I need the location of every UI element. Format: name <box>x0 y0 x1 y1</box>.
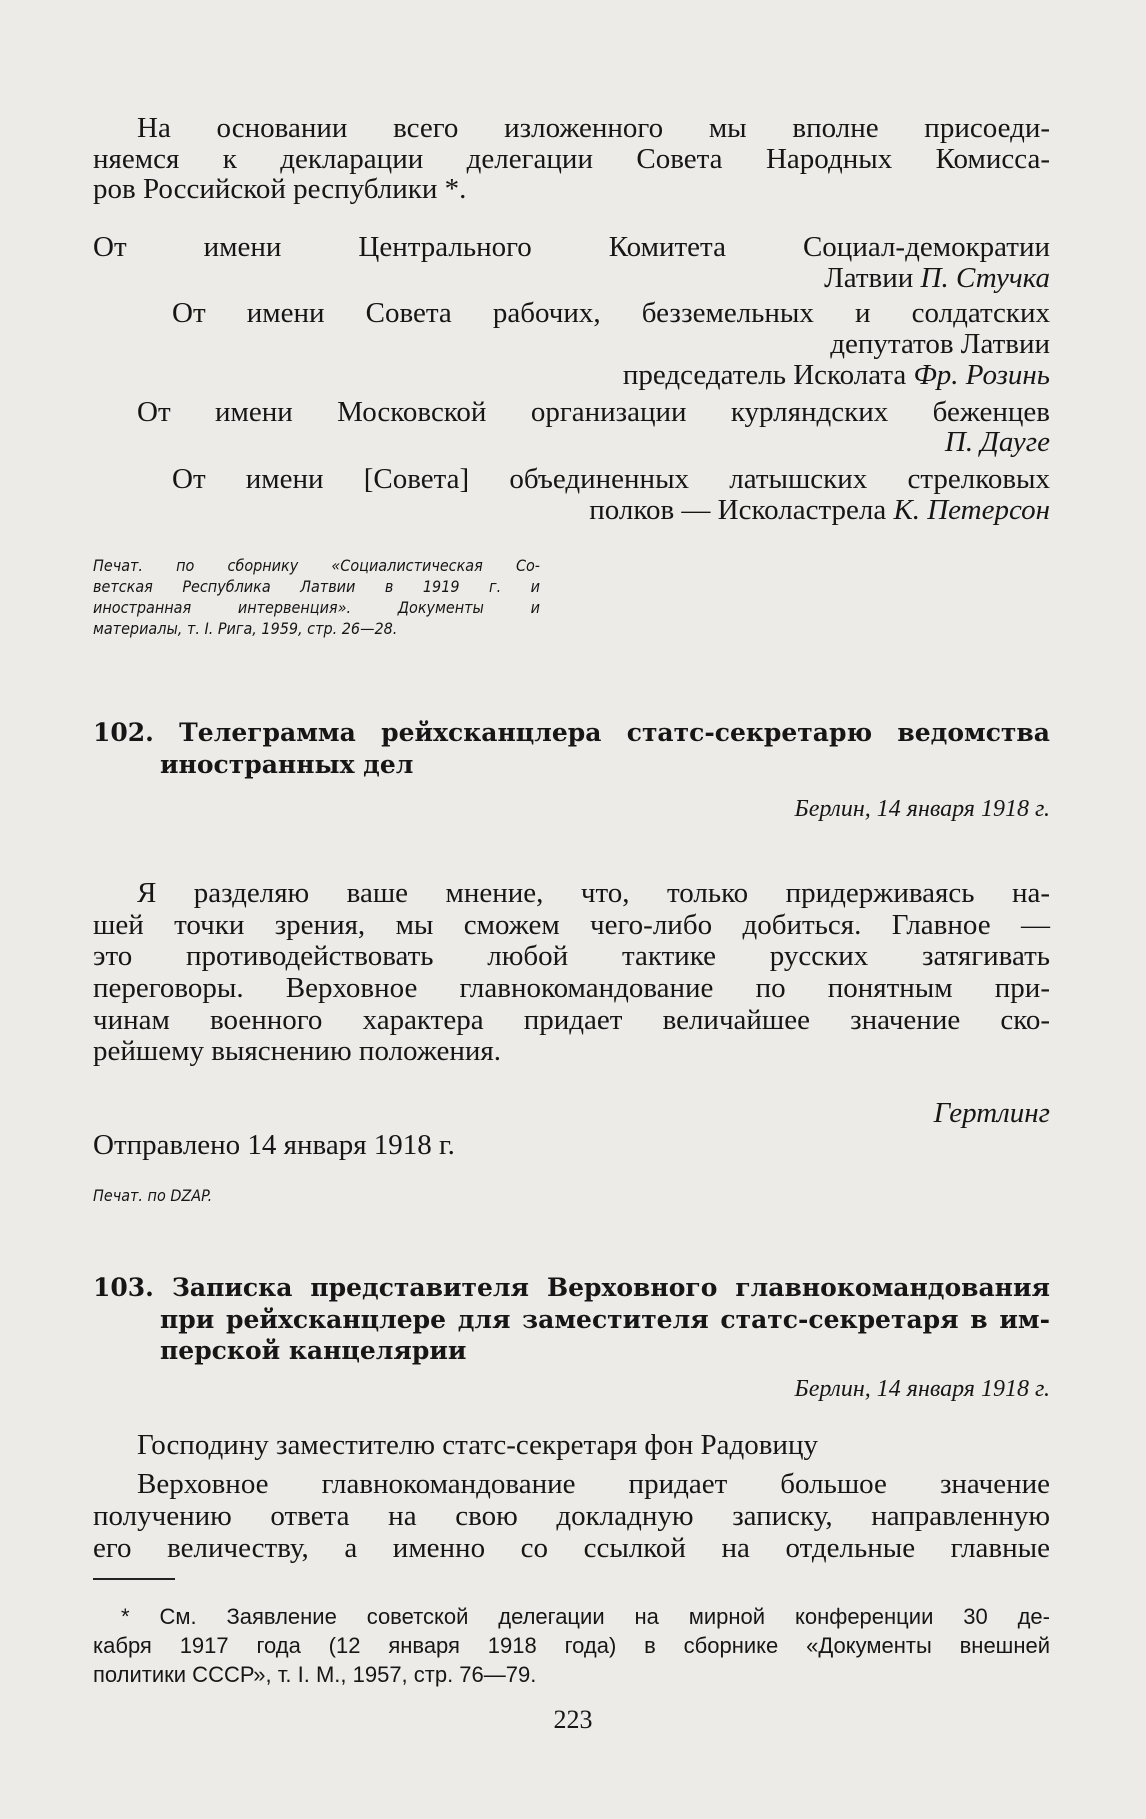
signature-line: От имени Центрального Комитета Социал-демократии <box>93 231 1050 263</box>
footnote-divider <box>93 1578 175 1580</box>
source-line: материалы, т. I. Рига, 1959, стр. 26—28. <box>93 619 398 638</box>
signature-line: депутатов Латвии <box>830 328 1050 360</box>
text-line: его величеству, а именно со ссылкой на отдельные главные <box>93 1532 1050 1564</box>
text: Латвии <box>824 262 914 294</box>
text-line: ров Российской республики *. <box>93 173 467 205</box>
signer-name: К. Петерсон <box>893 494 1050 526</box>
address-line: Господину заместителю статс-секретаря фон Радовицу <box>137 1429 818 1461</box>
place-date <box>93 1372 1050 1406</box>
source-line: Печат. по сборнику «Социалистическая Со- <box>93 556 540 575</box>
footnote-line: кабря 1917 года (12 января 1918 года) в сборнике «Документы внешней <box>93 1633 1050 1658</box>
document-heading: 103. Записка представителя Верховного главнокомандования <box>93 1273 1050 1302</box>
signature-line: От имени [Совета] объединенных латышских стрелковых <box>172 463 1050 495</box>
signature <box>93 1096 1050 1130</box>
text-line: это противодействовать любой тактике русских затягивать <box>93 940 1050 972</box>
signature-line <box>93 425 1050 459</box>
text: председатель Исколата <box>622 359 907 391</box>
text: полков — Исколастрела <box>589 494 887 526</box>
source-line: ветская Республика Латвии в 1919 г. и <box>93 577 540 596</box>
signer-name: Гертлинг <box>933 1097 1050 1129</box>
place-date <box>93 792 1050 826</box>
signer-name: Фр. Розинь <box>913 359 1050 391</box>
document-heading: при рейхсканцлере для заместителя статс-секретаря в им- <box>160 1305 1050 1334</box>
place-date-text: Берлин, 14 января 1918 г. <box>794 1376 1050 1402</box>
signer-name: П. Дауге <box>944 426 1050 458</box>
place-date-text: Берлин, 14 января 1918 г. <box>794 796 1050 822</box>
signature-line: От имени Московской организации курляндских беженцев <box>137 396 1050 428</box>
signature-line <box>93 261 1050 295</box>
document-heading: иностранных дел <box>160 750 414 779</box>
text-line: рейшему выяснению положения. <box>93 1035 501 1067</box>
source-line: Печат. по DZAP. <box>93 1186 213 1205</box>
signature-line <box>93 493 1050 527</box>
page-number: 223 <box>553 1705 593 1734</box>
text-line: Верховное главнокомандование придает большое значение <box>137 1468 1050 1500</box>
text-line: переговоры. Верховное главнокомандование по понятным при- <box>93 972 1050 1004</box>
signature-line: От имени Совета рабочих, безземельных и солдатских <box>172 297 1050 329</box>
document-heading: 102. Телеграмма рейхсканцлера статс-секретарю ведомства <box>93 718 1050 747</box>
signature-line <box>93 358 1050 392</box>
text-line: чинам военного характера придает величайшее значение ско- <box>93 1004 1050 1036</box>
text-line: На основании всего изложенного мы вполне присоеди- <box>137 112 1050 144</box>
text-line: Я разделяю ваше мнение, что, только придерживаясь на- <box>137 877 1050 909</box>
sent-note: Отправлено 14 января 1918 г. <box>93 1129 455 1161</box>
footnote-line: * См. Заявление советской делегации на мирной конференции 30 де- <box>121 1604 1050 1629</box>
signer-name: П. Стучка <box>920 262 1050 294</box>
text-line: шей точки зрения, мы сможем чего-либо добиться. Главное — <box>93 909 1050 941</box>
text-line: няемся к декларации делегации Совета Народных Комисса- <box>93 143 1050 175</box>
source-line: иностранная интервенция». Документы и <box>93 598 540 617</box>
text-line: получению ответа на свою докладную записку, направленную <box>93 1500 1050 1532</box>
document-heading: перской канцелярии <box>160 1336 467 1365</box>
footnote-line: политики СССР», т. I. М., 1957, стр. 76—79. <box>93 1662 537 1687</box>
